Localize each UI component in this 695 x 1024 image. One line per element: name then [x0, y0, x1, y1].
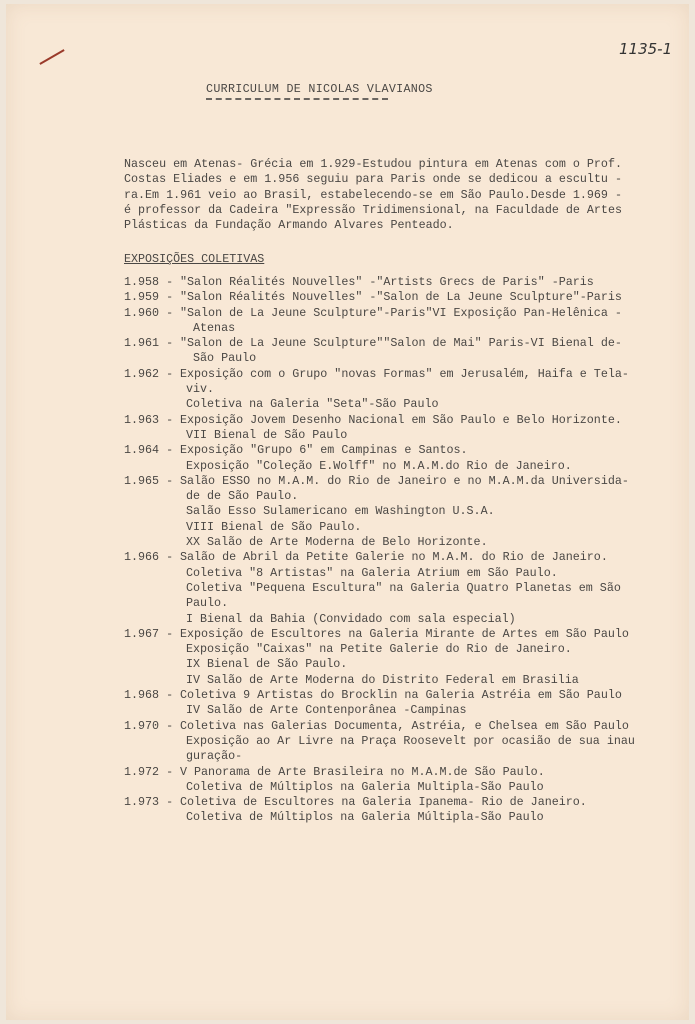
pen-mark	[39, 49, 64, 65]
exhibition-line	[124, 795, 635, 810]
exhibition-entry	[124, 275, 635, 290]
entry-text: Exposição ao Ar Livre na Praça Roosevelt por ocasião de sua inau	[186, 733, 635, 748]
entry-text: Atenas	[186, 320, 236, 335]
entry-text: de de São Paulo.	[186, 489, 299, 504]
exhibition-entry	[124, 306, 635, 337]
entry-text: Coletiva "8 Artistas" na Galeria Atrium em São Paulo.	[186, 565, 558, 580]
exhibition-line	[124, 382, 635, 397]
entry-text: Coletiva "Pequena Escultura" na Galeria Quatro Planetas em São	[186, 580, 621, 595]
entry-text: "Salon Réalités Nouvelles" -"Salon de La Jeune Sculpture"-Paris	[180, 290, 622, 305]
exhibition-line	[124, 306, 635, 321]
exhibition-line	[124, 719, 635, 734]
entry-text: "Salon de La Jeune Sculpture""Salon de Mai" Paris-VI Bienal de-	[180, 336, 622, 351]
entry-text: Salão de Abril da Petite Galerie no M.A.M. do Rio de Janeiro.	[180, 550, 608, 565]
document-page	[6, 4, 689, 1020]
exhibition-entry	[124, 550, 635, 626]
entry-text: Paulo.	[186, 596, 229, 611]
intro-paragraph	[124, 157, 622, 233]
intro-line: Costas Eliades e em 1.956 seguiu para Paris onde se dedicou a escultu -	[124, 172, 622, 187]
entry-text: Exposição Jovem Desenho Nacional em São Paulo e Belo Horizonte.	[180, 412, 622, 427]
exhibition-entry	[124, 336, 635, 367]
entry-text: "Salon de La Jeune Sculpture"-Paris"VI Exposição Pan-Helênica -	[180, 305, 622, 320]
entry-text: Coletiva de Múltiplos na Galeria Múltipla-São Paulo	[186, 810, 544, 825]
entry-text: São Paulo	[186, 351, 257, 366]
exhibition-entry	[124, 290, 635, 305]
entry-text: VIII Bienal de São Paulo.	[186, 519, 362, 534]
exhibition-line	[124, 810, 635, 825]
entry-text: guração-	[186, 749, 243, 764]
entry-text: Salão ESSO no M.A.M. do Rio de Janeiro e no M.A.M.da Universida-	[180, 473, 629, 488]
entry-year: 1.958 -	[124, 275, 174, 289]
entry-year: 1.960 -	[124, 305, 174, 320]
entry-text: VII Bienal de São Paulo	[186, 427, 348, 442]
exhibition-entry	[124, 627, 635, 688]
exhibition-line	[124, 413, 635, 428]
exhibition-line	[124, 642, 635, 657]
intro-line: é professor da Cadeira "Expressão Tridimensional, na Faculdade de Artes	[124, 202, 622, 217]
entry-text: Exposição de Escultores na Galeria Mirante de Artes em São Paulo	[180, 626, 629, 641]
entry-year: 1.970 -	[124, 718, 174, 733]
exhibition-line	[124, 749, 635, 764]
exhibition-line	[124, 397, 635, 412]
exhibition-entry	[124, 367, 635, 413]
exhibition-entry	[124, 795, 635, 826]
entry-text: I Bienal da Bahia (Convidado com sala especial)	[186, 611, 516, 626]
handwritten-reference-number: 1135-1	[619, 40, 673, 58]
exhibition-line	[124, 581, 635, 596]
exhibition-entry	[124, 443, 635, 474]
exhibition-line	[124, 275, 635, 290]
exhibition-line	[124, 703, 635, 718]
entry-text: Exposição com o Grupo "novas Formas" em Jerusalém, Haifa e Tela-	[180, 366, 629, 381]
exhibition-line	[124, 566, 635, 581]
section-heading: EXPOSIÇÕES COLETIVAS	[124, 252, 265, 266]
entry-text: Exposição "Grupo 6" em Campinas e Santos.	[180, 443, 468, 458]
exhibition-line	[124, 290, 635, 305]
exhibition-line	[124, 550, 635, 565]
entry-text: IX Bienal de São Paulo.	[186, 657, 348, 672]
exhibition-entry	[124, 413, 635, 444]
entry-year: 1.965 -	[124, 473, 174, 488]
intro-line: Plásticas da Fundação Armando Alvares Penteado.	[124, 218, 454, 233]
entry-text: Coletiva de Escultores na Galeria Ipanema- Rio de Janeiro.	[180, 795, 587, 810]
exhibition-line	[124, 474, 635, 489]
entry-text: "Salon Réalités Nouvelles" -"Artists Grecs de Paris" -Paris	[180, 275, 594, 289]
entry-year: 1.959 -	[124, 290, 174, 305]
exhibition-line	[124, 780, 635, 795]
exhibition-line	[124, 765, 635, 780]
entry-text: IV Salão de Arte Moderna do Distrito Federal em Brasilia	[186, 672, 579, 687]
entry-year: 1.964 -	[124, 443, 174, 458]
exhibition-line	[124, 612, 635, 627]
entry-text: viv.	[186, 382, 215, 397]
exhibition-line	[124, 321, 635, 336]
entry-year: 1.962 -	[124, 366, 174, 381]
entry-year: 1.973 -	[124, 795, 174, 810]
entry-year: 1.963 -	[124, 412, 174, 427]
entry-text: V Panorama de Arte Brasileira no M.A.M.de São Paulo.	[180, 764, 545, 779]
exhibition-line	[124, 428, 635, 443]
intro-line: Nasceu em Atenas- Grécia em 1.929-Estudou pintura em Atenas com o Prof.	[124, 157, 622, 171]
exhibition-entry	[124, 688, 635, 719]
exhibition-line	[124, 504, 635, 519]
entry-text: Exposição "Caixas" na Petite Galerie do Rio de Janeiro.	[186, 642, 572, 657]
entry-text: IV Salão de Arte Contenporânea -Campinas	[186, 703, 467, 718]
exhibition-line	[124, 734, 635, 749]
exhibitions-list	[124, 275, 635, 826]
title-underline	[206, 98, 388, 100]
exhibition-entry	[124, 474, 635, 550]
exhibition-line	[124, 535, 635, 550]
exhibition-line	[124, 520, 635, 535]
exhibition-line	[124, 351, 635, 366]
entry-text: Coletiva 9 Artistas do Brocklin na Galeria Astréia em São Paulo	[180, 688, 622, 703]
exhibition-entry	[124, 719, 635, 765]
exhibition-line	[124, 688, 635, 703]
exhibition-line	[124, 459, 635, 474]
intro-line: ra.Em 1.961 veio ao Brasil, estabelecendo-se em São Paulo.Desde 1.969 -	[124, 187, 622, 202]
exhibition-line	[124, 627, 635, 642]
exhibition-line	[124, 367, 635, 382]
exhibition-line	[124, 673, 635, 688]
entry-text: Coletiva nas Galerias Documenta, Astréia, e Chelsea em São Paulo	[180, 718, 629, 733]
entry-year: 1.967 -	[124, 626, 174, 641]
entry-year: 1.966 -	[124, 550, 174, 565]
exhibition-line	[124, 657, 635, 672]
exhibition-line	[124, 336, 635, 351]
exhibition-line	[124, 489, 635, 504]
entry-text: XX Salão de Arte Moderna de Belo Horizonte.	[186, 535, 488, 550]
exhibition-line	[124, 443, 635, 458]
entry-text: Salão Esso Sulamericano em Washington U.S.A.	[186, 504, 495, 519]
document-title: CURRICULUM DE NICOLAS VLAVIANOS	[206, 82, 433, 96]
entry-year: 1.972 -	[124, 764, 174, 779]
entry-year: 1.961 -	[124, 336, 174, 351]
entry-text: Coletiva na Galeria "Seta"-São Paulo	[186, 397, 439, 412]
exhibition-line	[124, 596, 635, 611]
entry-year: 1.968 -	[124, 688, 174, 703]
entry-text: Exposição "Coleção E.Wolff" no M.A.M.do Rio de Janeiro.	[186, 458, 572, 473]
exhibition-entry	[124, 765, 635, 796]
entry-text: Coletiva de Múltiplos na Galeria Multipla-São Paulo	[186, 779, 544, 794]
